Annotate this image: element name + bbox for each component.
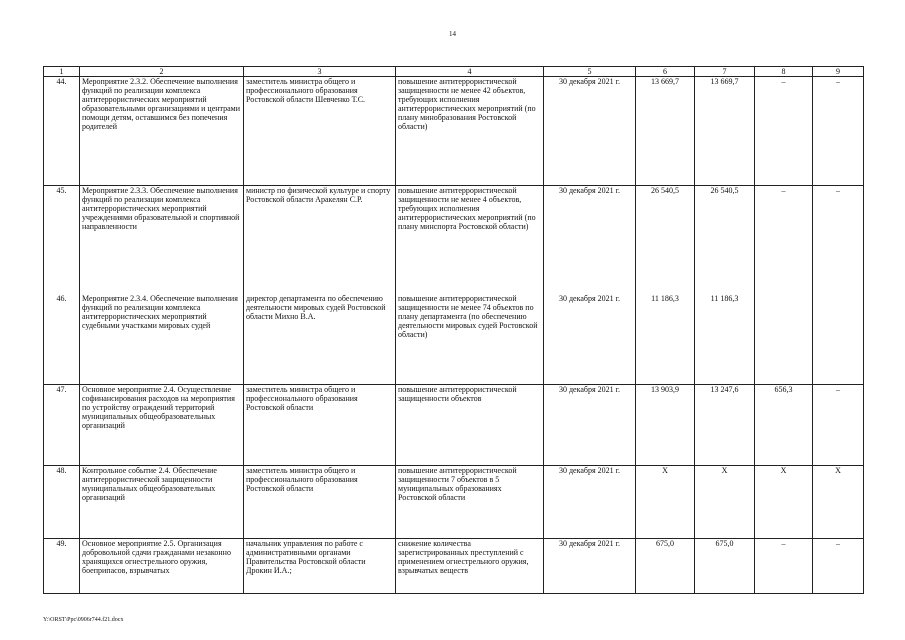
value-cell-8: – [755,186,813,295]
row-number: 46. [44,294,80,385]
row-number: 48. [44,466,80,539]
result-cell: повышение антитеррористической защищенности 7 объектов в 5 муниципальных образованиях Ростовской области [396,466,544,539]
header-cell: 8 [755,67,813,77]
result-cell: повышение антитеррористической защищенности не менее 42 объектов, требующих исполнения антитеррористических мероприятий (по плану минобразования Ростовской области) [396,77,544,186]
value-cell-9: – [813,77,864,186]
value-cell-6: 13 669,7 [636,77,695,186]
event-cell: Мероприятие 2.3.3. Обеспечение выполнения функций по реализации комплекса антитеррористических мероприятий учреждениями образовательной и спортивной направленности [80,186,244,295]
header-cell: 2 [80,67,244,77]
value-cell-8: 656,3 [755,385,813,466]
value-cell-9: Х [813,466,864,539]
result-cell: повышение антитеррористической защищенности не менее 74 объектов по плану департамента (по обеспечению деятельности мировых судей Ростовской области) [396,294,544,385]
header-cell: 1 [44,67,80,77]
date-cell: 30 декабря 2021 г. [544,294,636,385]
value-cell-8: Х [755,466,813,539]
value-cell-7: 11 186,3 [695,294,755,385]
page-number: 14 [449,30,456,38]
value-cell-6: 26 540,5 [636,186,695,295]
value-cell-9: – [813,186,864,295]
responsible-cell: заместитель министра общего и профессионального образования Ростовской области [244,385,396,466]
result-cell: снижение количества зарегистрированных преступлений с применением огнестрельного оружия, взрывчатых веществ [396,539,544,594]
responsible-cell: заместитель министра общего и профессионального образования Ростовской области Шевченко Т.С. [244,77,396,186]
value-cell-7: Х [695,466,755,539]
table-row [44,466,864,539]
header-cell: 4 [396,67,544,77]
value-cell-6: 11 186,3 [636,294,695,385]
header-row [44,67,864,77]
row-number: 44. [44,77,80,186]
value-cell-7: 675,0 [695,539,755,594]
value-cell-7: 13 247,6 [695,385,755,466]
event-cell: Основное мероприятие 2.5. Организация добровольной сдачи гражданами незаконно хранящихся огнестрельного оружия, боеприпасов, взрывчатых [80,539,244,594]
responsible-cell: министр по физической культуре и спорту Ростовской области Аракелян С.Р. [244,186,396,295]
value-cell-7: 13 669,7 [695,77,755,186]
header-cell: 9 [813,67,864,77]
value-cell-8 [755,294,813,385]
header-cell: 7 [695,67,755,77]
date-cell: 30 декабря 2021 г. [544,385,636,466]
date-cell: 30 декабря 2021 г. [544,77,636,186]
result-cell: повышение антитеррористической защищенности не менее 4 объектов, требующих исполнения антитеррористических мероприятий (по плану минспорта Ростовской области) [396,186,544,295]
date-cell: 30 декабря 2021 г. [544,466,636,539]
header-cell: 5 [544,67,636,77]
value-cell-6: Х [636,466,695,539]
value-cell-8: – [755,539,813,594]
value-cell-9: – [813,539,864,594]
responsible-cell: директор департамента по обеспечению деятельности мировых судей Ростовской области Михно В.А. [244,294,396,385]
date-cell: 30 декабря 2021 г. [544,186,636,295]
date-cell: 30 декабря 2021 г. [544,539,636,594]
table-row [44,294,864,385]
plan-table [43,66,864,594]
row-number: 45. [44,186,80,295]
row-number: 47. [44,385,80,466]
value-cell-6: 675,0 [636,539,695,594]
row-number: 49. [44,539,80,594]
file-path-footer: Y:\ORST\Ppc\0906r744.f21.docx [43,617,124,623]
header-cell: 6 [636,67,695,77]
value-cell-7: 26 540,5 [695,186,755,295]
table-row [44,385,864,466]
value-cell-6: 13 903,9 [636,385,695,466]
event-cell: Основное мероприятие 2.4. Осуществление софинансирования расходов на мероприятия по устройству ограждений территорий муниципальных общеобразовательных организаций [80,385,244,466]
responsible-cell: начальник управления по работе с административными органами Правительства Ростовской области Дрокин И.А.; [244,539,396,594]
value-cell-9: – [813,385,864,466]
event-cell: Контрольное событие 2.4. Обеспечение антитеррористической защищенности муниципальных общеобразовательных организаций [80,466,244,539]
header-cell: 3 [244,67,396,77]
table-row [44,539,864,594]
value-cell-8: – [755,77,813,186]
event-cell: Мероприятие 2.3.2. Обеспечение выполнения функций по реализации комплекса антитеррористических мероприятий образовательными организациями и центрами помощи детям, оставшимся без попечения родителей [80,77,244,186]
table-row [44,186,864,295]
table-row [44,77,864,186]
responsible-cell: заместитель министра общего и профессионального образования Ростовской области [244,466,396,539]
value-cell-9 [813,294,864,385]
event-cell: Мероприятие 2.3.4. Обеспечение выполнения функций по реализации комплекса антитеррористических мероприятий судебными участками мировых судей [80,294,244,385]
result-cell: повышение антитеррористической защищенности объектов [396,385,544,466]
